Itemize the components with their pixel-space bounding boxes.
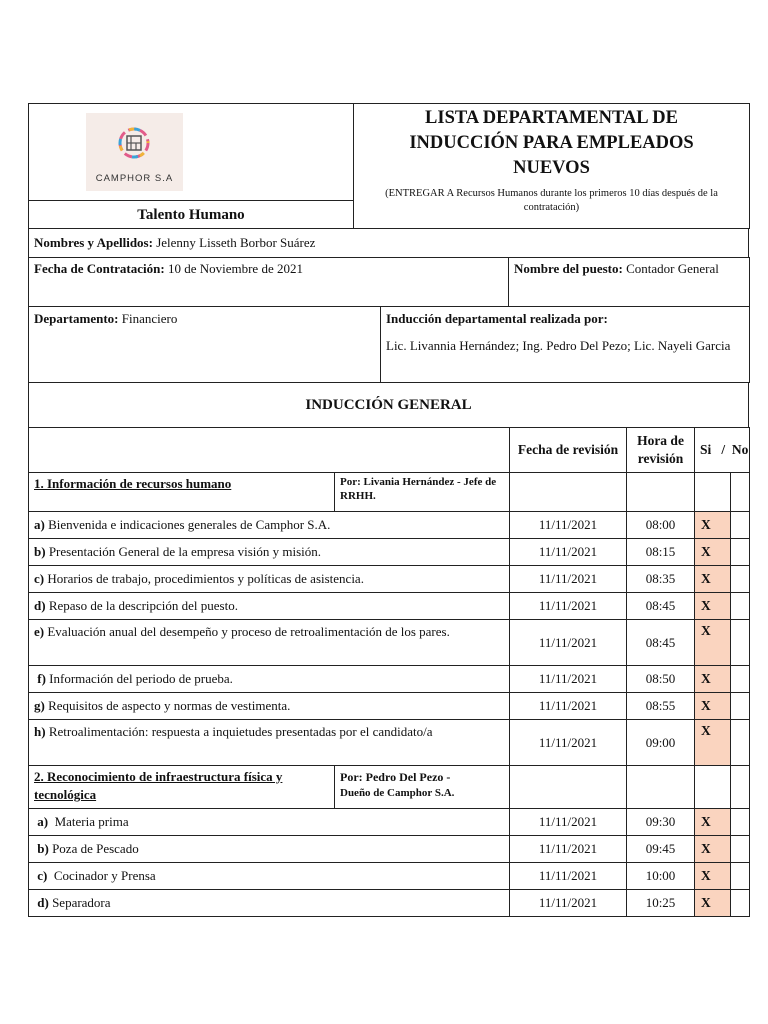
name-table <box>28 228 749 258</box>
item-description: Presentación General de la empresa visión y misión. <box>48 544 322 559</box>
item-letter: a) <box>37 814 49 829</box>
item-description: Información del periodo de prueba. <box>49 671 233 686</box>
item-no-mark[interactable] <box>731 836 750 863</box>
table-row <box>29 539 750 566</box>
item-description: Evaluación anual del desempeño y proceso de retroalimentación de los pares. <box>47 624 450 639</box>
header-blank-cell <box>29 428 510 473</box>
item-time: 09:45 <box>627 836 695 863</box>
form-title <box>354 104 749 181</box>
item-date: 11/11/2021 <box>510 863 627 890</box>
item-yes-mark[interactable]: X <box>695 512 731 539</box>
section-2-blank-date <box>510 766 627 809</box>
item-time: 08:50 <box>627 666 695 693</box>
item-no-mark[interactable] <box>731 512 750 539</box>
item-text <box>29 720 510 766</box>
item-no-mark[interactable] <box>731 720 750 766</box>
section-1-blank-yes <box>695 473 731 512</box>
item-letter: e) <box>34 624 45 639</box>
item-description: Retroalimentación: respuesta a inquietudes presentadas por el candidato/a <box>48 724 433 739</box>
col-review-date: Fecha de revisión <box>510 428 627 473</box>
item-letter: c) <box>34 571 45 586</box>
section-2-title <box>29 766 335 809</box>
item-yes-mark[interactable]: X <box>695 863 731 890</box>
table-row <box>29 512 750 539</box>
table-row <box>29 593 750 620</box>
item-letter: b) <box>34 544 46 559</box>
item-date: 11/11/2021 <box>510 836 627 863</box>
department-label: Departamento: <box>34 311 119 326</box>
item-date: 11/11/2021 <box>510 809 627 836</box>
item-yes-mark[interactable]: X <box>695 593 731 620</box>
item-yes-mark[interactable]: X <box>695 809 731 836</box>
item-letter: d) <box>37 895 49 910</box>
item-text <box>29 693 510 720</box>
hire-date-value: 10 de Noviembre de 2021 <box>167 261 303 276</box>
induction-by-value: Lic. Livannia Hernández; Ing. Pedro Del Pezo; Lic. Nayeli Garcia <box>386 338 731 353</box>
section-2-by-line-1: Por: Pedro Del Pezo - <box>340 770 451 784</box>
induction-by-field <box>381 307 750 383</box>
item-date: 11/11/2021 <box>510 666 627 693</box>
item-date: 11/11/2021 <box>510 593 627 620</box>
item-description: Repaso de la descripción del puesto. <box>48 598 238 613</box>
checklist-header-row <box>29 428 750 473</box>
item-time: 08:35 <box>627 566 695 593</box>
general-title-table <box>28 382 749 428</box>
section-2-by <box>335 766 510 809</box>
section-2-title-text: 2. Reconocimiento de infraestructura física y tecnológica <box>34 769 283 802</box>
item-date: 11/11/2021 <box>510 693 627 720</box>
item-no-mark[interactable] <box>731 666 750 693</box>
item-time: 08:45 <box>627 593 695 620</box>
name-label: Nombres y Apellidos: <box>34 235 153 250</box>
table-row <box>29 720 750 766</box>
table-row <box>29 809 750 836</box>
induction-by-label: Inducción departamental realizada por: <box>386 311 608 326</box>
item-letter: b) <box>37 841 49 856</box>
position-value: Contador General <box>626 261 719 276</box>
table-row <box>29 890 750 917</box>
item-description: Poza de Pescado <box>52 841 139 856</box>
item-letter: d) <box>34 598 46 613</box>
hire-date-field <box>29 258 509 307</box>
department-header: Talento Humano <box>29 201 354 229</box>
form-header <box>28 103 750 229</box>
col-review-time: Hora de revisión <box>627 428 695 473</box>
item-yes-mark[interactable]: X <box>695 693 731 720</box>
col-yes-no: Si / No <box>695 428 750 473</box>
title-line-3: NUEVOS <box>513 158 590 178</box>
item-no-mark[interactable] <box>731 863 750 890</box>
section-2-by-line-2: Dueño de Camphor S.A. <box>340 787 455 799</box>
logo-cell <box>29 104 354 201</box>
name-field <box>29 229 749 258</box>
position-label: Nombre del puesto: <box>514 261 623 276</box>
item-time: 08:45 <box>627 620 695 666</box>
item-time: 09:00 <box>627 720 695 766</box>
item-yes-mark[interactable]: X <box>695 620 731 666</box>
table-row <box>29 566 750 593</box>
item-time: 08:00 <box>627 512 695 539</box>
section-1-title <box>29 473 335 512</box>
item-no-mark[interactable] <box>731 890 750 917</box>
section-2-blank-yes <box>695 766 731 809</box>
general-induction-title: INDUCCIÓN GENERAL <box>29 383 749 428</box>
item-time: 10:00 <box>627 863 695 890</box>
item-description: Horarios de trabajo, procedimientos y políticas de asistencia. <box>47 571 364 586</box>
hire-table <box>28 257 750 307</box>
item-description: Materia prima <box>54 814 129 829</box>
item-text <box>29 836 510 863</box>
item-letter: a) <box>34 517 45 532</box>
item-text <box>29 890 510 917</box>
item-text <box>29 512 510 539</box>
item-text <box>29 666 510 693</box>
item-time: 10:25 <box>627 890 695 917</box>
item-text <box>29 863 510 890</box>
department-table <box>28 306 750 383</box>
section-1-title-text: 1. Información de recursos humano <box>34 476 232 491</box>
name-value: Jelenny Lisseth Borbor Suárez <box>156 235 316 250</box>
item-date: 11/11/2021 <box>510 720 627 766</box>
form-subtitle: (ENTREGAR A Recursos Humanos durante los primeros 10 días después de la contratación) <box>385 188 718 213</box>
logo-text: CAMPHOR S.A <box>95 173 174 184</box>
item-no-mark[interactable] <box>731 566 750 593</box>
item-letter: c) <box>37 868 48 883</box>
company-logo <box>86 113 183 191</box>
table-row <box>29 863 750 890</box>
item-text <box>29 593 510 620</box>
table-row <box>29 666 750 693</box>
item-text <box>29 809 510 836</box>
title-line-1: LISTA DEPARTAMENTAL DE <box>425 108 678 128</box>
section-2-blank-no <box>731 766 750 809</box>
item-yes-mark[interactable]: X <box>695 539 731 566</box>
item-time: 08:55 <box>627 693 695 720</box>
item-yes-mark[interactable]: X <box>695 836 731 863</box>
item-no-mark[interactable] <box>731 693 750 720</box>
section-1-blank-date <box>510 473 627 512</box>
item-description: Cocinador y Prensa <box>53 868 156 883</box>
hire-date-label: Fecha de Contratación: <box>34 261 165 276</box>
item-text <box>29 539 510 566</box>
checklist-table <box>28 427 750 917</box>
item-no-mark[interactable] <box>731 809 750 836</box>
item-date: 11/11/2021 <box>510 620 627 666</box>
title-cell <box>354 104 750 229</box>
induction-form <box>28 103 749 917</box>
item-yes-mark[interactable]: X <box>695 566 731 593</box>
section-1-blank-no <box>731 473 750 512</box>
item-yes-mark[interactable]: X <box>695 890 731 917</box>
item-date: 11/11/2021 <box>510 890 627 917</box>
section-1-by: Por: Livania Hernández - Jefe de RRHH. <box>335 473 510 512</box>
item-yes-mark[interactable]: X <box>695 666 731 693</box>
table-row <box>29 836 750 863</box>
section-2-blank-time <box>627 766 695 809</box>
item-text <box>29 566 510 593</box>
item-no-mark[interactable] <box>731 593 750 620</box>
item-date: 11/11/2021 <box>510 566 627 593</box>
camphor-logo-icon <box>118 127 150 159</box>
item-no-mark[interactable] <box>731 539 750 566</box>
table-row <box>29 620 750 666</box>
item-date: 11/11/2021 <box>510 539 627 566</box>
item-letter: g) <box>34 698 45 713</box>
item-text <box>29 620 510 666</box>
item-description: Separadora <box>52 895 111 910</box>
item-letter: f) <box>37 671 46 686</box>
title-line-2: INDUCCIÓN PARA EMPLEADOS <box>409 133 694 153</box>
item-description: Requisitos de aspecto y normas de vestimenta. <box>48 698 291 713</box>
position-field <box>509 258 750 307</box>
item-time: 08:15 <box>627 539 695 566</box>
section-2-header-row <box>29 766 750 809</box>
section-1-header-row <box>29 473 750 512</box>
item-description: Bienvenida e indicaciones generales de Camphor S.A. <box>48 517 331 532</box>
item-time: 09:30 <box>627 809 695 836</box>
item-date: 11/11/2021 <box>510 512 627 539</box>
item-no-mark[interactable] <box>731 620 750 666</box>
item-yes-mark[interactable]: X <box>695 720 731 766</box>
department-value: Financiero <box>121 311 178 326</box>
department-field <box>29 307 381 383</box>
table-row <box>29 693 750 720</box>
section-1-blank-time <box>627 473 695 512</box>
item-letter: h) <box>34 724 46 739</box>
